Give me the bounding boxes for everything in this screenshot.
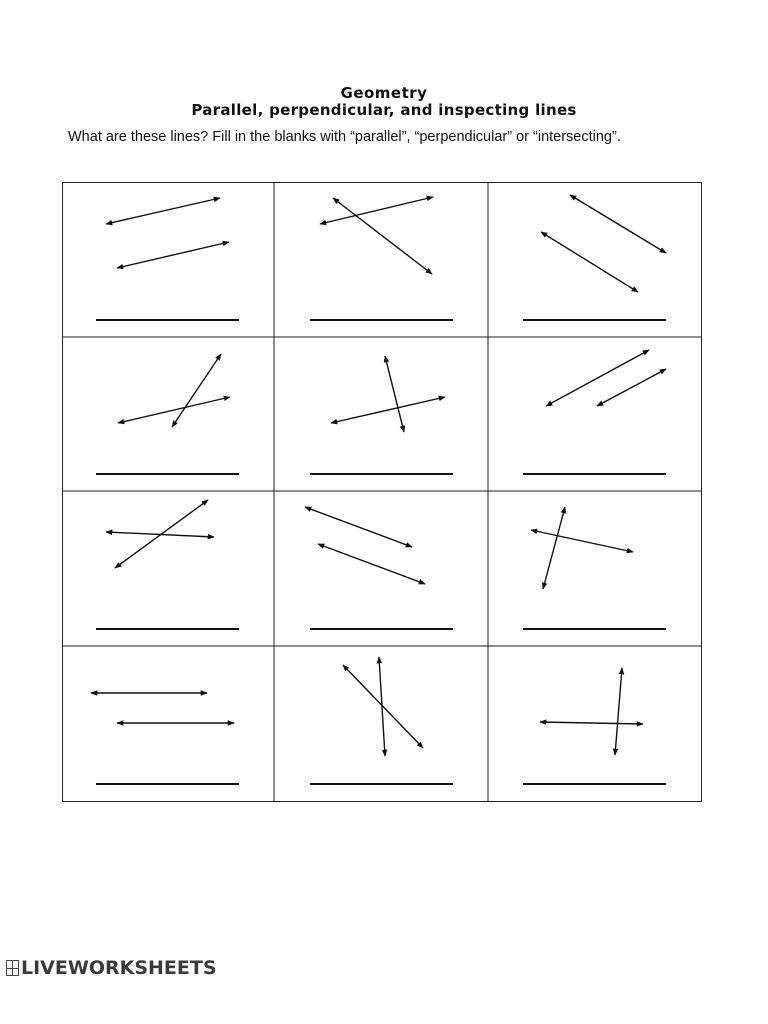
line-arrow-1: [106, 198, 220, 224]
brand-name: LIVEWORKSHEETS: [21, 957, 217, 979]
worksheet-title: Geometry: [340, 84, 428, 102]
answer-blank: [523, 628, 666, 630]
line-arrow-6: [541, 232, 638, 292]
answer-blank: [310, 783, 453, 785]
answer-blank: [96, 628, 239, 630]
worksheet-subtitle: Parallel, perpendicular, and inspecting lines: [191, 101, 577, 119]
answer-input[interactable]: [523, 604, 670, 628]
answer-blank: [310, 319, 453, 321]
answer-input[interactable]: [310, 295, 457, 319]
answer-blank: [523, 473, 666, 475]
instructions: What are these lines? Fill in the blanks with “parallel”, “perpendicular” or “intersecting”.: [68, 129, 621, 145]
worksheet-grid: [62, 182, 702, 802]
answer-blank: [310, 628, 453, 630]
line-arrow-17: [531, 530, 633, 552]
line-arrow-5: [570, 195, 666, 253]
answer-blank: [310, 473, 453, 475]
liveworksheets-brand[interactable]: [6, 957, 217, 979]
answer-input[interactable]: [310, 449, 457, 473]
line-arrow-23: [540, 722, 643, 724]
line-arrow-12: [597, 369, 666, 406]
answer-input[interactable]: [96, 604, 243, 628]
line-arrow-18: [543, 507, 565, 589]
line-arrow-8: [172, 354, 221, 427]
answer-blank: [96, 473, 239, 475]
line-arrow-16: [318, 544, 425, 584]
answer-input[interactable]: [523, 759, 670, 783]
line-arrow-9: [331, 397, 445, 423]
answer-input[interactable]: [96, 759, 243, 783]
line-arrow-2: [117, 242, 229, 268]
answer-input[interactable]: [96, 295, 243, 319]
answer-input[interactable]: [523, 295, 670, 319]
answer-blank: [523, 783, 666, 785]
line-arrow-24: [615, 668, 622, 755]
line-arrow-14: [115, 500, 208, 568]
answer-input[interactable]: [96, 449, 243, 473]
line-arrow-11: [546, 350, 649, 406]
answer-blank: [96, 319, 239, 321]
answer-input[interactable]: [523, 449, 670, 473]
line-arrow-15: [305, 507, 412, 547]
line-arrow-21: [343, 665, 423, 748]
answer-input[interactable]: [310, 759, 457, 783]
answer-blank: [523, 319, 666, 321]
line-diagrams: [62, 182, 702, 802]
line-arrow-10: [385, 356, 404, 432]
answer-input[interactable]: [310, 604, 457, 628]
answer-blank: [96, 783, 239, 785]
line-arrow-7: [118, 397, 230, 423]
line-arrow-22: [379, 657, 385, 756]
liveworksheets-logo-icon: [6, 960, 19, 976]
